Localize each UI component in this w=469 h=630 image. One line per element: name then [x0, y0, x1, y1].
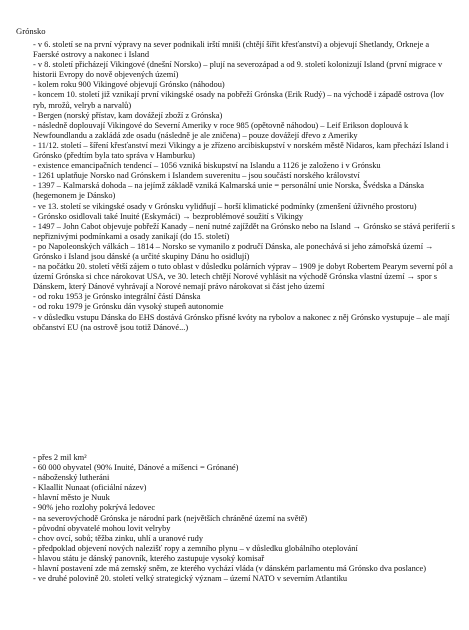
fact-item: - původní obyvatelé mohou lovit velryby	[33, 523, 171, 533]
fact-item: - hlavou státu je dánský panovník, kterého zastupuje vysoký komisař	[33, 553, 265, 563]
history-list	[33, 40, 455, 333]
fact-item: - předpoklad objevení nových nalezišť ropy a zemního plynu – v důsledku globálního oteplování	[33, 543, 358, 553]
history-item: - Bergen (norský přístav, kam dovážejí zboží z Grónska)	[33, 110, 223, 120]
history-item: - 1397 – Kalmarská dohoda – na jejímž základě vzniká Kalmarská unie = personální unie Norska, Švédska a Dánska (hegemonem je Dánsko)	[33, 181, 425, 201]
history-item: - ve 13. století se vikingské osady v Grónsku vylidňují – horší klimatické podmínky (zmenšení úživného prostoru)	[33, 201, 417, 211]
history-item: - kolem roku 900 Vikingové objevují Grónsko (náhodou)	[33, 80, 225, 90]
history-item: - Grónsko osidlovali také Inuité (Eskymáci) → bezproblémové soužití s Vikingy	[33, 211, 304, 221]
fact-item: - 60 000 obyvatel (90% Inuité, Dánové a míšenci = Grónané)	[33, 463, 239, 473]
history-item: - na počátku 20. století větší zájem o tuto oblast v důsledku polárních výprav – 1909 je dobyt Robertem Pearym severní pól a území Grónska si chce nárokovat USA, ve 30. letech chtějí Norové vyhlásit na východě Grónska vlastní území → spor s Dánskem, který Dánové vyhrávají a Norové nemají právo nárokovat si část jeho území	[33, 262, 453, 292]
fact-item: - hlavní město je Nuuk	[33, 493, 110, 503]
history-item: - 1497 – John Cabot objevuje pobřeží Kanady – není nutné zajíždět na Grónsko nebo na Island → Grónsko se stává periferií s nepřiznivými podmínkami a osady zanikají (do 15. století)	[33, 221, 455, 241]
facts-list	[33, 453, 455, 584]
fact-item: - hlavní postavení zde má zemský sněm, ze kterého vychází vláda (v dánském parlamentu má Grónsko dva poslance)	[33, 564, 427, 574]
fact-item: - ve druhé polovině 20. století velký strategický význam – území NATO v severním Atlantiku	[33, 574, 348, 584]
document-title: Grónsko	[16, 26, 46, 36]
history-item: - existence emancipačních tendencí – 1056 vzniká biskupství na Islandu a 1126 je založeno i v Grónsku	[33, 161, 381, 171]
history-item: - v 6. století se na první výpravy na sever podnikali irští mniši (chtějí šířit křesťanství) a objevují Shetlandy, Orkneje a Faerské ostrovy a nakonec i Island	[33, 40, 430, 60]
history-item: - 11/12. století – šíření křesťanství mezi Vikingy a je zřízeno arcibiskupství v norském městě Nidaros, kam přechází Island i Grónsko (předtím byla tato správa v Hamburku)	[33, 140, 449, 161]
history-item: - následně doplouvají Vikingové do Severní Ameriky v roce 985 (opětovně náhodou) – Leif Erikson doplouvá k Newfoundlandu a zakládá zde osadu (následně je ale zničena) – pouze dovážejí dřevo z Ameriky	[33, 120, 409, 140]
history-item: - od roku 1979 je Grónsku dán vysoký stupeň autonomie	[33, 302, 224, 312]
fact-item: - náboženský lutheráni	[33, 473, 110, 483]
fact-item: - na severovýchodě Grónska je národní park (největších chráněné území na světě)	[33, 513, 308, 523]
fact-item: - 90% jeho rozlohy pokrývá ledovec	[33, 503, 156, 513]
history-item: - 1261 uplatňuje Norsko nad Grónskem i Islandem suverenitu – jsou součástí norského království	[33, 171, 360, 181]
fact-item: - chov ovcí, sobů; těžba zinku, uhlí a uranové rudy	[33, 533, 204, 543]
fact-item: - Klaallit Nunaat (oficiální název)	[33, 483, 147, 493]
history-item: - koncem 10. století již vznikají první vikingské osady na pobřeží Grónska (Erik Rudý) – na východě i západě ostrova (lov ryb, mrožů, velryb a narvalů)	[33, 90, 444, 110]
history-item: - v důsledku vstupu Dánska do EHS dostává Grónsko přísné kvóty na rybolov a nakonec z něj Grónsko vystupuje – ale mají občanství EU (na ostrově jsou totiž Dánové...)	[33, 312, 450, 332]
history-item: - po Napoleonských válkách – 1814 – Norsko se vymanilo z područí Dánska, ale ponechává si jeho zámořská území → Grónsko i Island jsou dánské (a určité skupiny Dánu ho osidlují)	[33, 241, 434, 261]
history-item: - od roku 1953 je Grónsko integrální částí Dánska	[33, 292, 201, 302]
fact-item: - přes 2 mil km²	[33, 453, 87, 462]
history-item: - v 8. století přicházejí Vikingové (dnešní Norsko) – plují na severozápad a od 9. století kolonizují Island (první migrace v historii Evropy do nově objevených území)	[33, 60, 443, 80]
